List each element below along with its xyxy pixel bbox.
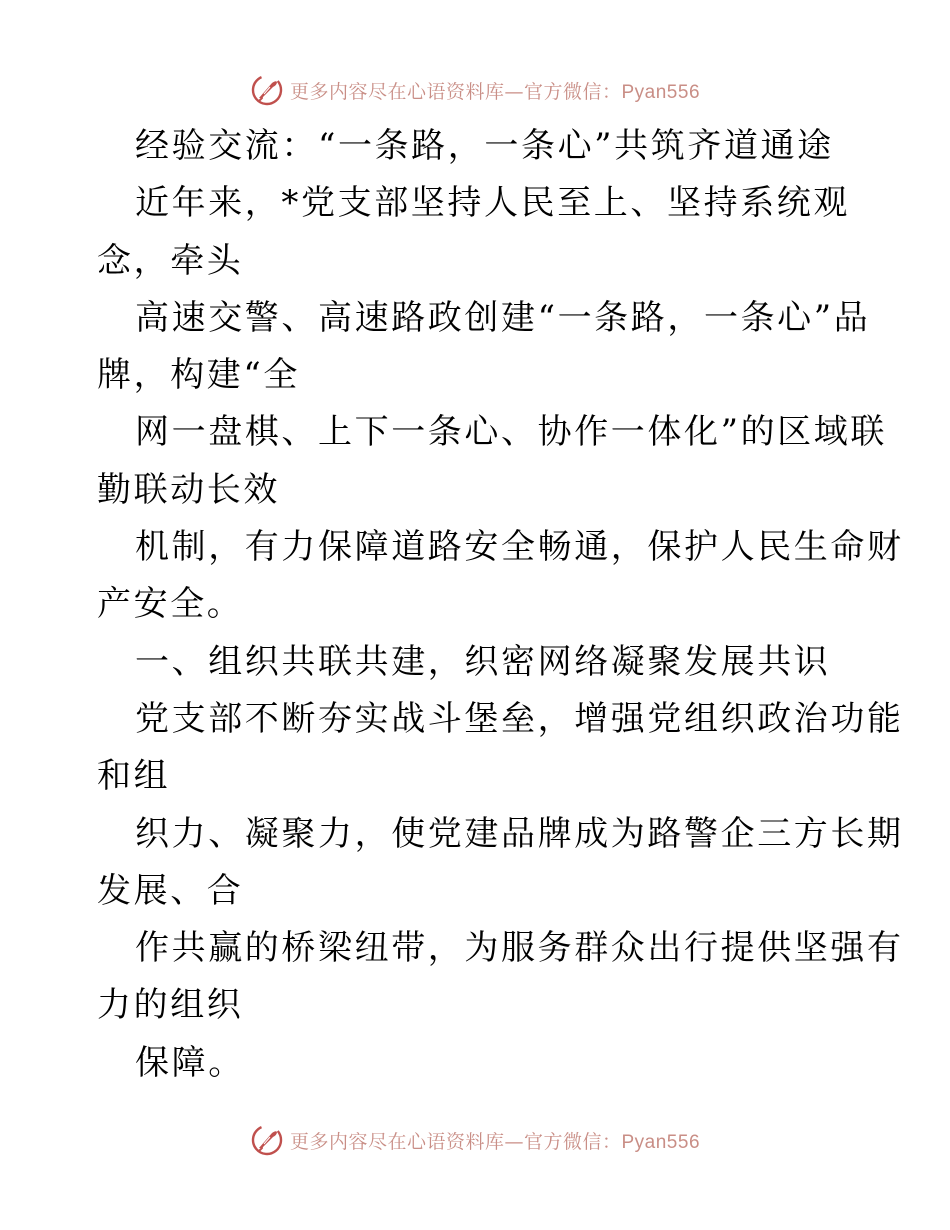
doc-line: 机制，有力保障道路安全畅通，保护人民生命财 — [135, 527, 904, 568]
header-watermark-inner — [250, 73, 700, 107]
watermark-text — [290, 77, 700, 104]
doc-line: 高速交警、高速路政创建“一条路，一条心”品 — [135, 297, 871, 338]
doc-line: 一、组织共联共建，织密网络凝聚发展共识 — [135, 641, 831, 682]
doc-line: 近年来，*党支部坚持人民至上、坚持系统观 — [135, 183, 850, 224]
footer-watermark-banner — [0, 1120, 950, 1160]
doc-line: 党支部不断夯实战斗堡垒，增强党组织政治功能 — [135, 698, 904, 739]
doc-line: 织力、凝聚力，使党建品牌成为路警企三方长期 — [135, 813, 904, 854]
watermark-label: 更多内容尽在心语资料库—官方微信： — [289, 1130, 622, 1153]
doc-line: 产安全。 — [97, 584, 244, 625]
header-watermark-banner — [0, 70, 950, 110]
doc-line: 力的组织 — [97, 985, 244, 1026]
quill-pen-icon — [250, 73, 284, 107]
footer-watermark-inner — [250, 1123, 700, 1157]
wechat-id: Pyan556 — [621, 1131, 701, 1153]
wechat-id: Pyan556 — [621, 81, 701, 103]
doc-line: 网一盘棋、上下一条心、协作一体化”的区域联 — [135, 412, 887, 453]
doc-line: 念，牵头 — [97, 240, 244, 281]
doc-line: 和组 — [97, 756, 171, 797]
watermark-label: 更多内容尽在心语资料库—官方微信： — [289, 80, 622, 103]
watermark-text — [290, 1127, 700, 1154]
doc-line: 保障。 — [135, 1042, 245, 1083]
doc-line: 经验交流：“一条路，一条心”共筑齐道通途 — [135, 126, 834, 166]
doc-line: 发展、合 — [97, 870, 244, 911]
doc-line: 牌，构建“全 — [97, 355, 300, 396]
doc-line: 勤联动长效 — [97, 469, 280, 510]
document-body — [97, 118, 904, 1092]
doc-line: 作共赢的桥梁纽带，为服务群众出行提供坚强有 — [135, 928, 904, 969]
quill-pen-icon — [250, 1123, 284, 1157]
